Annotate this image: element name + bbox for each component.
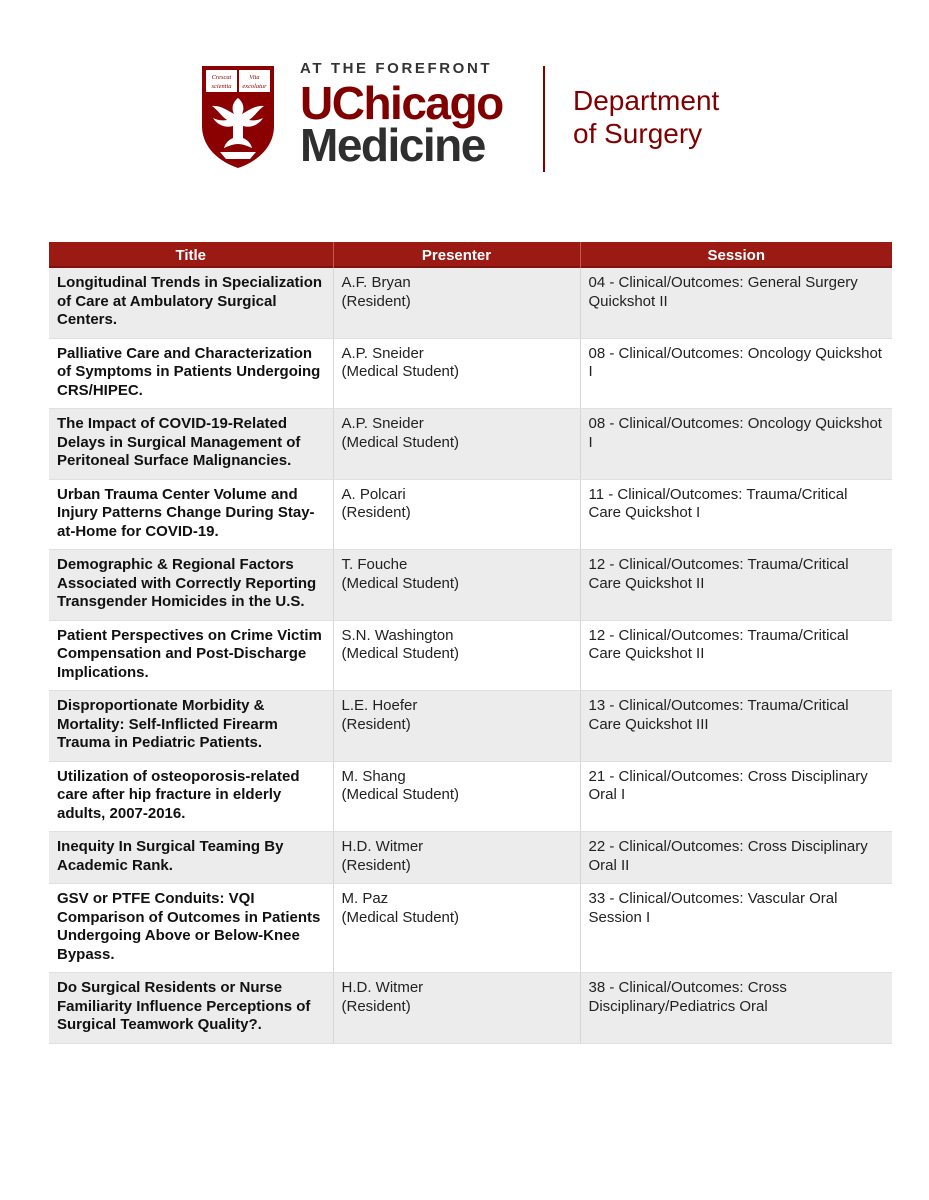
presenter-name: H.D. Witmer xyxy=(341,979,424,996)
table-row xyxy=(49,761,892,832)
uchicago-shield-logo xyxy=(200,64,276,170)
cell-title: Disproportionate Morbidity & Mortality: Self-Inflicted Firearm Trauma in Pediatric Patients. xyxy=(49,691,333,762)
cell-session: 11 - Clinical/Outcomes: Trauma/Critical Care Quickshot I xyxy=(580,479,892,550)
table-row xyxy=(49,409,892,480)
cell-presenter xyxy=(333,832,580,884)
cell-presenter xyxy=(333,973,580,1044)
presenter-role: (Resident) xyxy=(341,715,411,733)
table-row xyxy=(49,973,892,1044)
cell-title: Inequity In Surgical Teaming By Academic Rank. xyxy=(49,832,333,884)
presenter-name: A.F. Bryan xyxy=(341,274,411,291)
cell-session: 12 - Clinical/Outcomes: Trauma/Critical Care Quickshot II xyxy=(580,550,892,621)
shield-motto-right-1: Vita xyxy=(249,74,260,81)
cell-title: GSV or PTFE Conduits: VQI Comparison of Outcomes in Patients Undergoing Above or Below-Knee Bypass. xyxy=(49,884,333,973)
presenter-role: (Medical Student) xyxy=(341,908,460,926)
cell-presenter xyxy=(333,550,580,621)
brand-uchicago: UChicago xyxy=(300,77,503,129)
column-header-title: Title xyxy=(49,242,333,268)
logo-divider xyxy=(543,66,545,172)
cell-session: 08 - Clinical/Outcomes: Oncology Quickshot I xyxy=(580,409,892,480)
shield-motto-right-2: excolatur xyxy=(242,83,267,90)
table-row xyxy=(49,884,892,973)
presenter-role: (Medical Student) xyxy=(341,645,460,662)
cell-title: The Impact of COVID-19-Related Delays in Surgical Management of Peritoneal Surface Malignancies. xyxy=(49,409,333,480)
presenter-role: (Medical Student) xyxy=(341,574,460,592)
table-header-row xyxy=(49,242,892,268)
brand-medicine: Medicine xyxy=(300,119,485,171)
table-row xyxy=(49,268,892,338)
cell-title: Urban Trauma Center Volume and Injury Patterns Change During Stay-at-Home for COVID-19. xyxy=(49,479,333,550)
table-row xyxy=(49,479,892,550)
cell-title: Longitudinal Trends in Specialization of Care at Ambulatory Surgical Centers. xyxy=(49,268,333,338)
cell-presenter xyxy=(333,884,580,973)
department-line-2: of Surgery xyxy=(573,118,703,149)
cell-title: Palliative Care and Characterization of Symptoms in Patients Undergoing CRS/HIPEC. xyxy=(49,338,333,409)
shield-motto-left-2: scientia xyxy=(211,83,232,90)
cell-title: Utilization of osteoporosis-related care after hip fracture in elderly adults, 2007-2016. xyxy=(49,761,333,832)
cell-session: 13 - Clinical/Outcomes: Trauma/Critical Care Quickshot III xyxy=(580,691,892,762)
cell-session: 22 - Clinical/Outcomes: Cross Disciplinary Oral II xyxy=(580,832,892,884)
presenter-name: L.E. Hoefer xyxy=(341,697,418,714)
table-row xyxy=(49,550,892,621)
shield-motto-left-1: Crescat xyxy=(211,74,232,81)
cell-session: 04 - Clinical/Outcomes: General Surgery Quickshot II xyxy=(580,268,892,338)
page-header xyxy=(0,0,929,200)
uchicago-medicine-wordmark xyxy=(300,60,503,171)
cell-session: 08 - Clinical/Outcomes: Oncology Quickshot I xyxy=(580,338,892,409)
table-body xyxy=(49,268,892,1043)
presentations-table xyxy=(49,242,892,1044)
presenter-name: H.D. Witmer xyxy=(341,838,424,855)
cell-presenter xyxy=(333,409,580,480)
table-row xyxy=(49,338,892,409)
cell-title: Demographic & Regional Factors Associated with Correctly Reporting Transgender Homicides in the U.S. xyxy=(49,550,333,621)
cell-presenter xyxy=(333,268,580,338)
presenter-name: A.P. Sneider xyxy=(341,344,424,362)
table-row xyxy=(49,620,892,691)
cell-title: Patient Perspectives on Crime Victim Compensation and Post-Discharge Implications. xyxy=(49,620,333,691)
cell-presenter xyxy=(333,691,580,762)
tagline: AT THE FOREFRONT xyxy=(300,60,493,77)
cell-presenter xyxy=(333,620,580,691)
presenter-name: A. Polcari xyxy=(341,485,406,503)
presenter-role: (Medical Student) xyxy=(341,433,460,451)
cell-session: 38 - Clinical/Outcomes: Cross Disciplinary/Pediatrics Oral xyxy=(580,973,892,1044)
presenter-role: (Resident) xyxy=(341,997,411,1015)
table-row xyxy=(49,832,892,884)
column-header-presenter: Presenter xyxy=(333,242,580,268)
presenter-name: T. Fouche xyxy=(341,556,408,573)
presenter-role: (Medical Student) xyxy=(341,363,460,380)
presenter-name: A.P. Sneider xyxy=(341,415,424,432)
table-header xyxy=(49,242,892,268)
presentations-table-wrapper xyxy=(49,242,892,1044)
cell-session: 21 - Clinical/Outcomes: Cross Disciplinary Oral I xyxy=(580,761,892,832)
presenter-name: M. Shang xyxy=(341,767,406,785)
cell-session: 33 - Clinical/Outcomes: Vascular Oral Session I xyxy=(580,884,892,973)
cell-title: Do Surgical Residents or Nurse Familiarity Influence Perceptions of Surgical Teamwork Quality?. xyxy=(49,973,333,1044)
table-row xyxy=(49,691,892,762)
cell-presenter xyxy=(333,761,580,832)
department-line-1: Department xyxy=(573,85,720,116)
cell-presenter xyxy=(333,479,580,550)
presenter-name: M. Paz xyxy=(341,890,389,907)
cell-presenter xyxy=(333,338,580,409)
presenter-name: S.N. Washington xyxy=(341,626,454,644)
presenter-role: (Resident) xyxy=(341,504,411,521)
cell-session: 12 - Clinical/Outcomes: Trauma/Critical Care Quickshot II xyxy=(580,620,892,691)
presenter-role: (Resident) xyxy=(341,856,411,874)
presenter-role: (Medical Student) xyxy=(341,786,460,803)
column-header-session: Session xyxy=(580,242,892,268)
presenter-role: (Resident) xyxy=(341,292,411,310)
department-name xyxy=(573,84,719,150)
